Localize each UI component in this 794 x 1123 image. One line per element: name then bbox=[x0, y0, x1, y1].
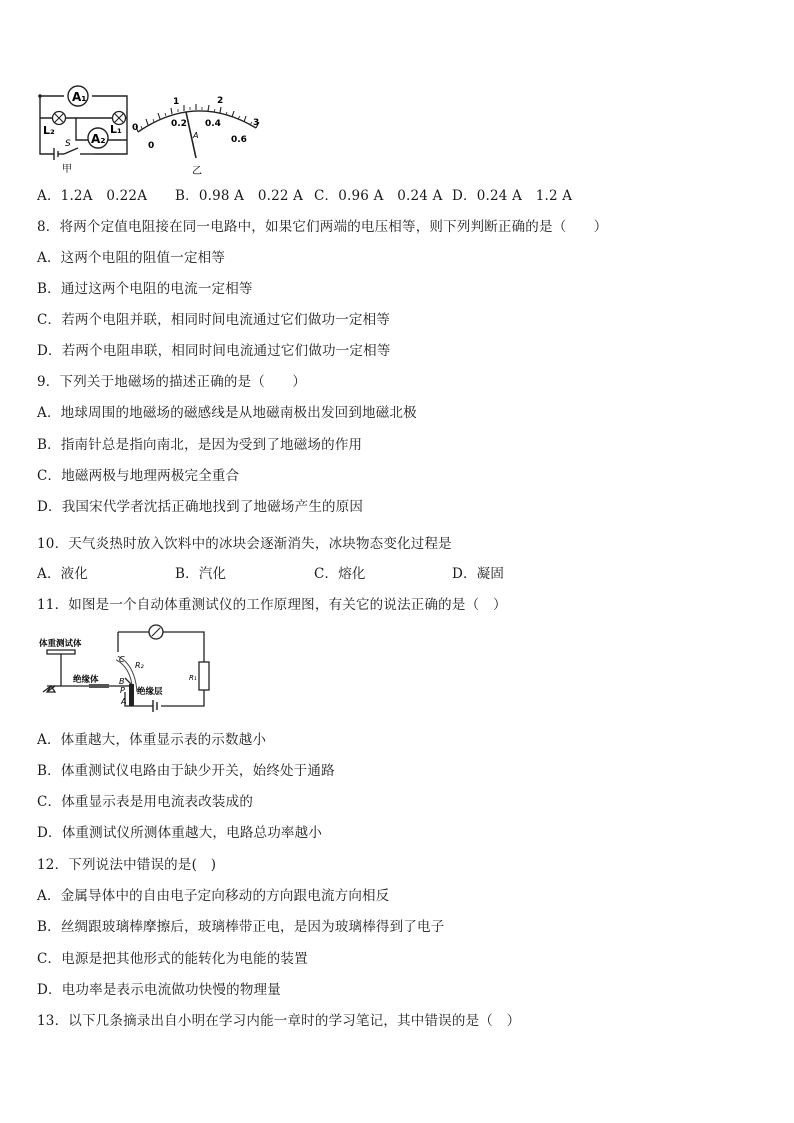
q9-stem: 9．下列关于地磁场的描述正确的是（ ） bbox=[37, 374, 307, 390]
q11-stem: 11．如图是一个自动体重测试仪的工作原理图，有关它的说法正确的是（ ） bbox=[37, 597, 507, 613]
q13-stem: 13．以下几条摘录出自小明在学习内能一章时的学习笔记，其中错误的是（ ） bbox=[37, 1013, 521, 1029]
label-r2: R₂ bbox=[135, 661, 144, 670]
q8-stem: 8．将两个定值电阻接在同一电路中，如果它们两端的电压相等，则下列判断正确的是（ ） bbox=[37, 219, 608, 235]
caption-jia: 甲 bbox=[62, 164, 72, 175]
q9-option-a[interactable]: A．地球周围的地磁场的磁感线是从地磁南极出发回到地磁北极 bbox=[37, 405, 417, 421]
q9-option-d[interactable]: D．我国宋代学者沈括正确地找到了地磁场产生的原因 bbox=[37, 499, 364, 515]
label-s: S bbox=[65, 139, 71, 149]
q7-option-d[interactable]: D．0.24 A 1.2 A bbox=[452, 188, 573, 204]
meter-inner-tick-0: 0 bbox=[148, 141, 155, 151]
q7-option-b[interactable]: B．0.98 A 0.22 A bbox=[175, 188, 304, 204]
q12-option-c[interactable]: C．电源是把其他形式的能转化为电能的装置 bbox=[37, 951, 308, 967]
q11-weight-tester-figure bbox=[37, 622, 217, 716]
q10-option-b[interactable]: B．汽化 bbox=[175, 566, 227, 582]
q9-option-b[interactable]: B．指南针总是指向南北，是因为受到了地磁场的作用 bbox=[37, 437, 363, 453]
meter-outer-tick-2: 2 bbox=[217, 96, 224, 106]
label-r1: R₁ bbox=[189, 674, 197, 682]
q7-meter-figure bbox=[130, 84, 270, 178]
meter-outer-tick-1: 1 bbox=[173, 97, 180, 107]
meter-outer-tick-3: 3 bbox=[253, 118, 260, 128]
q10-option-a[interactable]: A．液化 bbox=[37, 566, 89, 582]
meter-unit: A bbox=[193, 131, 199, 140]
q7-circuit-figure bbox=[34, 78, 134, 178]
label-point-p: P bbox=[120, 686, 125, 695]
q12-option-b[interactable]: B．丝绸跟玻璃棒摩擦后，玻璃棒带正电，是因为玻璃棒得到了电子 bbox=[37, 919, 445, 935]
meter-inner-tick-0.2: 0.2 bbox=[171, 119, 187, 129]
label-point-b: B bbox=[119, 677, 125, 686]
meter-outer-tick-0: 0 bbox=[132, 123, 139, 133]
label-a1: A₁ bbox=[72, 90, 87, 104]
label-insulating-layer: 绝缘层 bbox=[137, 687, 163, 697]
q8-option-c[interactable]: C．若两个电阻并联，相同时间电流通过它们做功一定相等 bbox=[37, 312, 391, 328]
q8-option-b[interactable]: B．通过这两个电阻的电流一定相等 bbox=[37, 281, 253, 297]
q11-option-b[interactable]: B．体重测试仪电路由于缺少开关，始终处于通路 bbox=[37, 763, 335, 779]
q12-stem: 12．下列说法中错误的是( ) bbox=[37, 857, 217, 873]
label-insulator: 绝缘体 bbox=[73, 675, 99, 685]
label-tester: 体重测试体 bbox=[39, 639, 82, 649]
meter-inner-tick-0.6: 0.6 bbox=[231, 135, 247, 145]
q9-option-c[interactable]: C．地磁两极与地理两极完全重合 bbox=[37, 468, 240, 484]
q8-option-d[interactable]: D．若两个电阻串联，相同时间电流通过它们做功一定相等 bbox=[37, 343, 391, 359]
q10-stem: 10．天气炎热时放入饮料中的冰块会逐渐消失，冰块物态变化过程是 bbox=[37, 536, 452, 552]
q12-option-a[interactable]: A．金属导体中的自由电子定向移动的方向跟电流方向相反 bbox=[37, 888, 390, 904]
insulating-layer-icon bbox=[129, 684, 134, 706]
caption-yi: 乙 bbox=[192, 166, 202, 177]
label-point-a: A bbox=[121, 697, 127, 706]
label-l1: L₁ bbox=[110, 123, 122, 136]
q11-option-c[interactable]: C．体重显示表是用电流表改装成的 bbox=[37, 794, 254, 810]
q12-option-d[interactable]: D．电功率是表示电流做功快慢的物理量 bbox=[37, 982, 281, 998]
q7-option-a[interactable]: A．1.2A 0.22A bbox=[37, 188, 148, 204]
label-point-c: C bbox=[119, 655, 125, 664]
label-l2: L₂ bbox=[43, 124, 55, 137]
q8-option-a[interactable]: A．这两个电阻的阻值一定相等 bbox=[37, 250, 226, 266]
label-a2: A₂ bbox=[91, 132, 106, 146]
q11-option-a[interactable]: A．体重越大，体重显示表的示数越小 bbox=[37, 732, 267, 748]
q10-option-c[interactable]: C．熔化 bbox=[314, 566, 366, 582]
meter-inner-tick-0.4: 0.4 bbox=[205, 119, 221, 129]
q10-option-d[interactable]: D．凝固 bbox=[452, 566, 505, 582]
q11-option-d[interactable]: D．体重测试仪所测体重越大，电路总功率越小 bbox=[37, 825, 323, 841]
q7-option-c[interactable]: C．0.96 A 0.24 A bbox=[314, 188, 443, 204]
lamp-l2-icon bbox=[53, 112, 66, 125]
resistor-r1-icon bbox=[199, 662, 209, 690]
